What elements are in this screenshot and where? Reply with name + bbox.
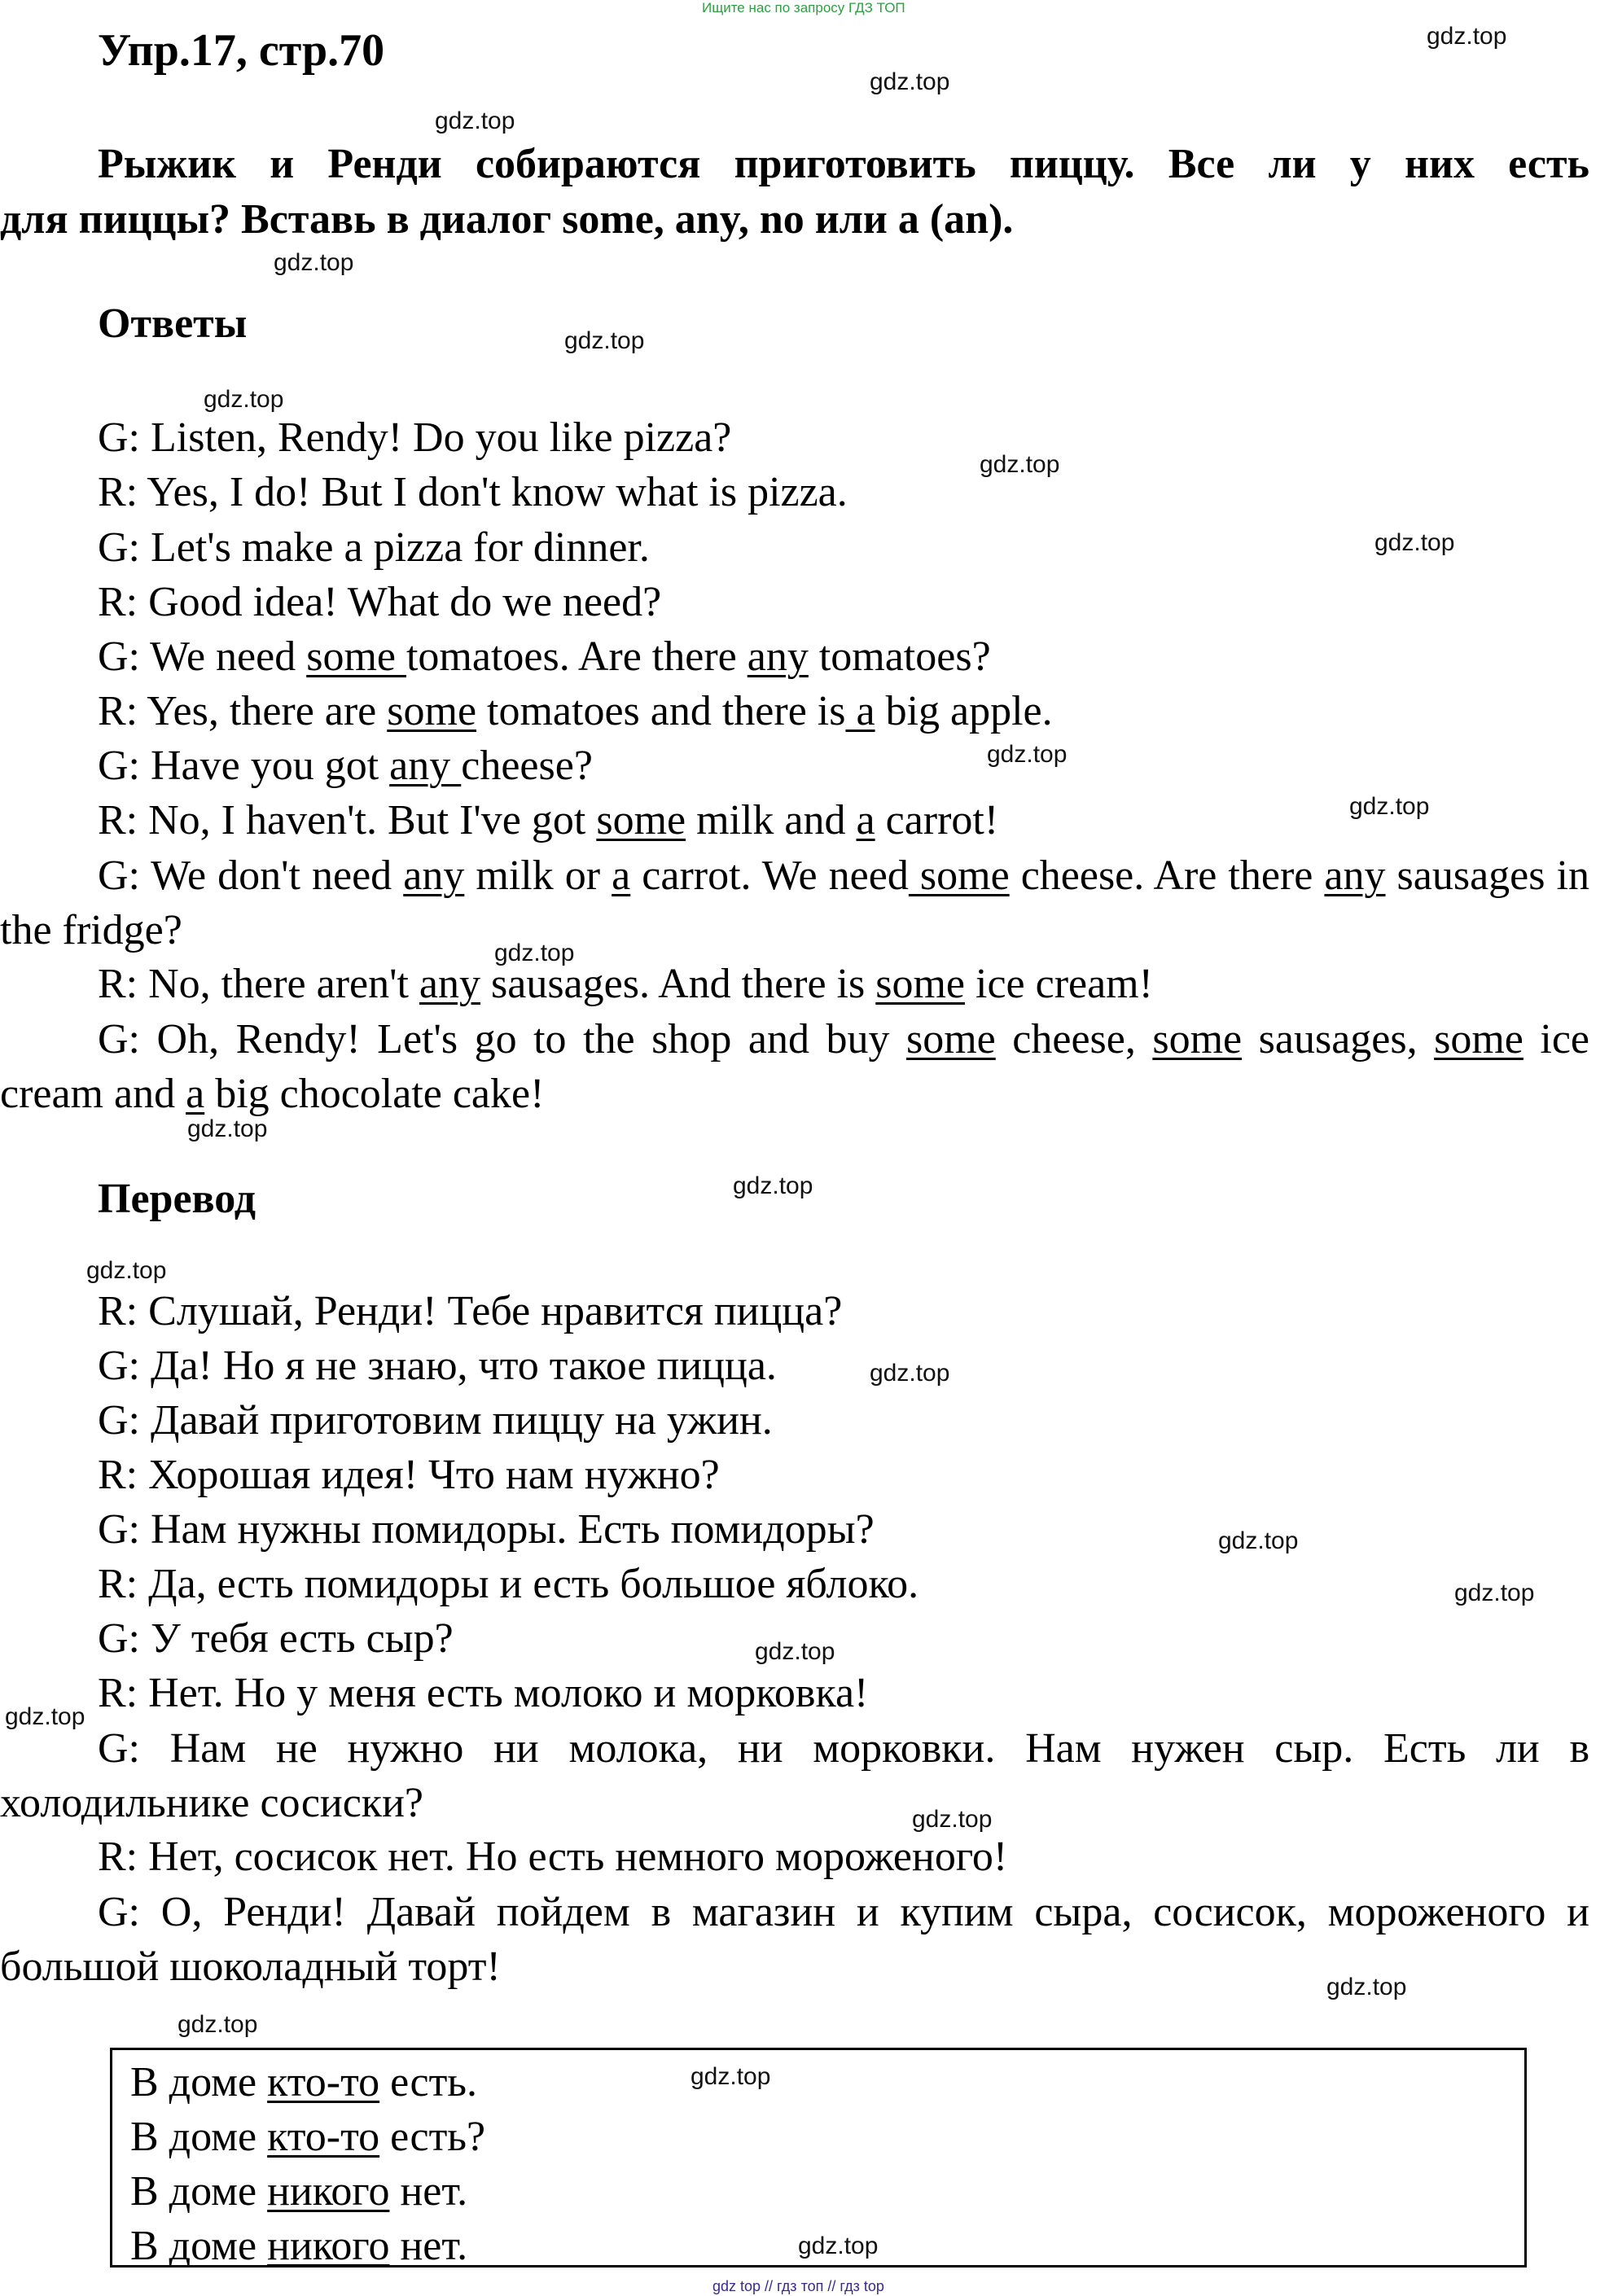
text: big apple. — [875, 688, 1053, 734]
answer-word: some — [387, 688, 477, 734]
watermark: gdz.top — [912, 1806, 993, 1833]
watermark: gdz.top — [178, 2011, 258, 2038]
watermark: gdz.top — [733, 1172, 813, 1199]
watermark: gdz.top — [187, 1115, 268, 1142]
text: G: Oh, Rendy! Let's go to the shop and buy — [98, 1016, 906, 1063]
watermark: gdz.top — [274, 249, 354, 276]
answer-line — [98, 794, 998, 848]
answer-line — [98, 630, 991, 684]
translation-line: R: Хорошая идея! Что нам нужно? — [98, 1452, 720, 1498]
watermark: gdz.top — [1349, 793, 1430, 820]
text: В доме — [130, 2114, 268, 2160]
answer-word: some — [1152, 1016, 1243, 1063]
box-line — [130, 2222, 467, 2270]
watermark: gdz.top — [1427, 23, 1507, 50]
text: milk or — [464, 852, 612, 899]
watermark: gdz.top — [204, 386, 284, 413]
answer-line: R: Good idea! What do we need? — [98, 579, 662, 625]
answers-heading: Ответы — [98, 300, 248, 347]
text: ice cream! — [965, 961, 1153, 1007]
answer-line — [98, 957, 1153, 1011]
watermark: gdz.top — [755, 1638, 835, 1665]
watermark: gdz.top — [86, 1257, 167, 1284]
answer-word: a — [856, 797, 875, 843]
highlight-word: кто-то — [267, 2114, 380, 2160]
answer-word: any — [389, 743, 462, 789]
text: sausages, — [1242, 1016, 1435, 1063]
answer-line: R: Yes, I do! But I don't know what is pizza. — [98, 469, 848, 515]
answer-line — [98, 739, 593, 793]
answer-line — [98, 685, 1053, 738]
text: carrot. We need — [630, 852, 909, 899]
task-text — [0, 137, 1589, 248]
translation-line: R: Нет, сосисок нет. Но есть немного мороженого! — [98, 1834, 1008, 1880]
highlight-word: никого — [267, 2168, 390, 2215]
translation-line: R: Да, есть помидоры и есть большое яблоко. — [98, 1561, 919, 1607]
text: cheese. Are there — [1009, 852, 1325, 899]
text: tomatoes. Are there — [406, 633, 748, 680]
text: G: We need — [98, 633, 307, 680]
text: В доме — [130, 2059, 268, 2105]
text: big chocolate cake! — [204, 1071, 545, 1117]
box-line — [130, 2167, 467, 2215]
watermark: gdz.top — [435, 107, 515, 134]
box-line — [130, 2058, 477, 2106]
answer-word: some — [1434, 1016, 1524, 1063]
watermark: gdz.top — [980, 451, 1060, 478]
watermark: gdz.top — [494, 940, 575, 966]
text: В доме — [130, 2168, 268, 2215]
answer-word: some — [596, 797, 686, 843]
answer-line: G: Listen, Rendy! Do you like pizza? — [98, 414, 732, 461]
text: carrot! — [875, 797, 999, 843]
highlight-word: кто-то — [267, 2059, 380, 2105]
answer-word: some — [875, 961, 966, 1007]
watermark: gdz.top — [870, 68, 950, 95]
translation-line: G: У тебя есть сыр? — [98, 1615, 454, 1662]
text: нет. — [389, 2168, 468, 2215]
watermark: gdz.top — [1374, 529, 1455, 556]
text: нет. — [389, 2223, 468, 2269]
text: R: No, I haven't. But I've got — [98, 797, 597, 843]
answer-word: some — [908, 852, 1010, 899]
search-hint: Ищите нас по запросу ГДЗ ТОП — [702, 0, 905, 15]
answer-word: a — [186, 1071, 205, 1117]
watermark: gdz.top — [691, 2063, 771, 2090]
text: G: Нам не нужно ни молока, ни морковки. Нам нужен сыр. Есть ли в холодильнике сосиски? — [0, 1725, 1589, 1826]
translation-heading: Перевод — [98, 1176, 256, 1222]
task-line-1: Рыжик и Ренди собираются приготовить пиццу. Все ли у них есть — [98, 141, 1589, 187]
answer-word: some — [306, 633, 406, 680]
page-title: Упр.17, стр.70 — [98, 25, 385, 76]
answer-word: any — [747, 633, 809, 680]
answer-word: any — [419, 961, 480, 1007]
translation-line: G: Давай приготовим пиццу на ужин. — [98, 1397, 773, 1444]
text: milk and — [686, 797, 857, 843]
watermark: gdz.top — [1454, 1580, 1535, 1606]
text: G: О, Ренди! Давай пойдем в магазин и купим сыра, сосисок, мороженого и большой шоколадный торт! — [0, 1889, 1589, 1990]
text: cheese? — [461, 743, 593, 789]
answer-paragraph — [0, 848, 1589, 957]
text: tomatoes? — [808, 633, 991, 680]
text: есть. — [379, 2059, 478, 2105]
answer-paragraph — [0, 1012, 1589, 1121]
text: sausages in the fridge? — [0, 852, 1589, 953]
watermark: gdz.top — [1218, 1527, 1299, 1554]
text: G: We don't need — [98, 852, 404, 899]
translation-line: G: Да! Но я не знаю, что такое пицца. — [98, 1343, 777, 1389]
watermark: gdz.top — [5, 1703, 85, 1730]
text: ice cream and — [0, 1016, 1589, 1117]
text: R: Yes, there are — [98, 688, 388, 734]
translation-line: R: Нет. Но у меня есть молоко и морковка! — [98, 1670, 869, 1716]
translation-line: G: Нам нужны помидоры. Есть помидоры? — [98, 1506, 875, 1553]
watermark: gdz.top — [870, 1360, 950, 1387]
text: tomatoes and there is — [476, 688, 846, 734]
watermark: gdz.top — [798, 2232, 879, 2259]
text: G: Have you got — [98, 743, 390, 789]
translation-line: R: Слушай, Ренди! Тебе нравится пицца? — [98, 1288, 843, 1334]
watermark: gdz.top — [564, 327, 645, 354]
answer-word: any — [1324, 852, 1386, 899]
watermark: gdz.top — [987, 741, 1068, 768]
text: cheese, — [995, 1016, 1153, 1063]
text: есть? — [379, 2114, 486, 2160]
task-line-2: для пиццы? Вставь в диалог some, any, no или a (an). — [0, 196, 1014, 243]
answer-word: a — [612, 852, 631, 899]
translation-paragraph — [0, 1721, 1589, 1830]
answer-word: a — [845, 688, 875, 734]
watermark: gdz.top — [1326, 1974, 1407, 2000]
box-line — [130, 2113, 485, 2161]
answer-word: some — [906, 1016, 996, 1063]
text: R: No, there aren't — [98, 961, 419, 1007]
text: sausages. And there is — [480, 961, 876, 1007]
text: В доме — [130, 2223, 268, 2269]
highlight-word: никого — [267, 2223, 390, 2269]
answer-word: any — [403, 852, 465, 899]
answer-line: G: Let's make a pizza for dinner. — [98, 524, 650, 571]
footer-text: gdz top // гдз топ // гдз top — [712, 2278, 884, 2294]
